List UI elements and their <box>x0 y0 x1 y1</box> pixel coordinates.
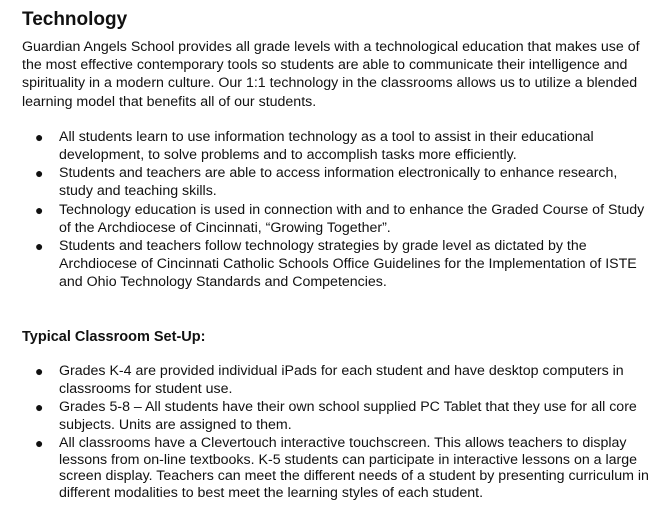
list-item <box>35 435 650 501</box>
bullet-icon: ● <box>35 128 44 145</box>
classroom-setup-list <box>22 362 650 501</box>
classroom-setup-heading: Typical Classroom Set-Up: <box>22 328 206 345</box>
list-item-text: Students and teachers are able to access information electronically to enhance research, study and teaching skills. <box>59 165 618 200</box>
list-item-text: Grades 5-8 – All students have their own school supplied PC Tablet that they use for all core subjects. Units are assigned to them. <box>59 399 637 434</box>
list-item <box>35 164 650 200</box>
list-item-text: Technology education is used in connection with and to enhance the Graded Course of Study of the Archdiocese of Cincinnati, “Growing Together”. <box>59 201 645 236</box>
list-item <box>35 237 650 292</box>
bullet-icon: ● <box>35 238 44 255</box>
content-area <box>22 8 650 501</box>
page-title: Technology <box>22 9 128 30</box>
list-item <box>35 398 650 434</box>
technology-list <box>22 128 650 292</box>
list-item <box>35 128 650 164</box>
list-item-text: Grades K-4 are provided individual iPads for each student and have desktop computers in classrooms for student use. <box>59 362 624 397</box>
list-item <box>35 201 650 237</box>
list-item <box>35 362 650 398</box>
bullet-icon: ● <box>35 201 44 218</box>
bullet-icon: ● <box>35 399 44 416</box>
bullet-icon: ● <box>35 165 44 182</box>
bullet-icon: ● <box>35 435 44 452</box>
intro-paragraph: Guardian Angels School provides all grade levels with a technological education that makes use of the most effective contemporary tools so students are able to communicate their intelligence and spirituality in a modern culture. Our 1:1 technology in the classrooms allows us to utilize a blended learning model that benefits all of our students. <box>22 39 640 110</box>
bullet-icon: ● <box>35 362 44 379</box>
list-item-text: All classrooms have a Clevertouch interactive touchscreen. This allows teachers to display lessons from on-line textbooks. K-5 students can participate in interactive lessons on a large screen display. Teachers can meet the different needs of a student by presenting curriculum in different modalities to best meet the learning styles of each student. <box>59 435 649 501</box>
list-item-text: Students and teachers follow technology strategies by grade level as dictated by the Archdiocese of Cincinnati Catholic Schools Office Guidelines for the Implementation of ISTE and Ohio Technology Standards and Competencies. <box>59 238 637 291</box>
list-item-text: All students learn to use information technology as a tool to assist in their educational development, to solve problems and to accomplish tasks more efficiently. <box>59 128 594 164</box>
